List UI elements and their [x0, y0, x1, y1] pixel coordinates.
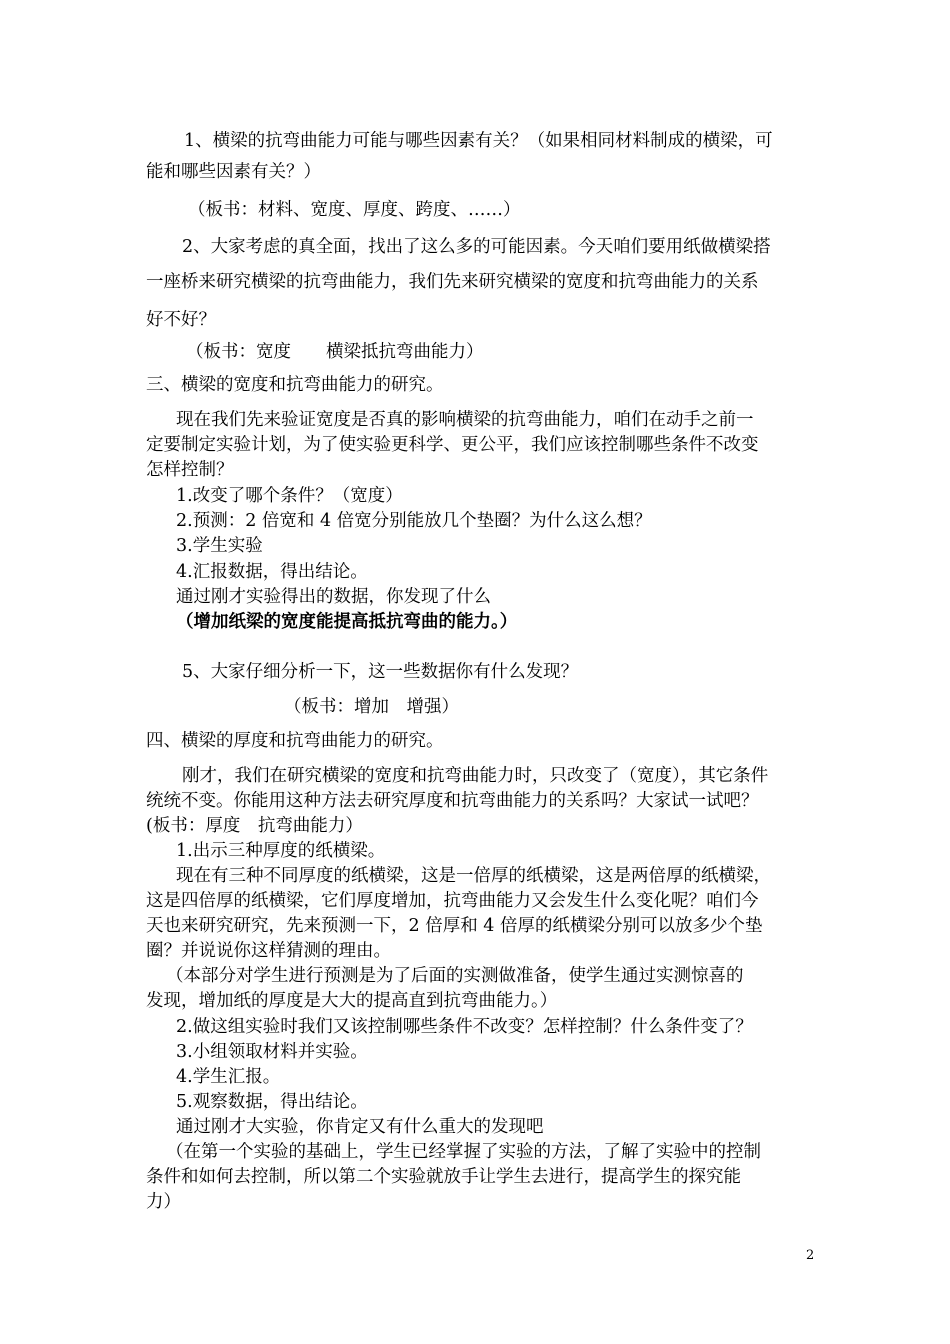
text-line: 统统不变。你能用这种方法去研究厚度和抗弯曲能力的关系吗？大家试一试吧？: [146, 791, 759, 811]
text-line: 现在有三种不同厚度的纸横梁，这是一倍厚的纸横梁，这是两倍厚的纸横梁，: [176, 866, 771, 886]
text-line: 5、大家仔细分析一下，这一些数据你有什么发现？: [182, 662, 579, 682]
list-item: 4.汇报数据，得出结论。: [176, 562, 368, 582]
list-item: 4.学生汇报。: [176, 1067, 281, 1087]
text-line: 圈？并说说你这样猜测的理由。: [146, 941, 391, 961]
page-number: 2: [806, 1248, 815, 1263]
text-line: 发现，增加纸的厚度是大大的提高直到抗弯曲能力。）: [146, 991, 558, 1011]
list-item: 3.学生实验: [176, 536, 263, 556]
text-line: （板书：材料、宽度、厚度、跨度、……）: [188, 200, 521, 220]
list-item: 3.小组领取材料并实验。: [176, 1042, 368, 1062]
text-line: （在第一个实验的基础上，学生已经掌握了实验的方法，了解了实验中的控制: [166, 1142, 761, 1162]
text-line: 能和哪些因素有关？）: [146, 162, 321, 182]
text-line: （板书：增加 增强）: [284, 697, 459, 717]
text-line: 刚才，我们在研究横梁的宽度和抗弯曲能力时，只改变了（宽度），其它条件: [182, 766, 769, 786]
text-line: 条件和如何去控制，所以第二个实验就放手让学生去进行，提高学生的探究能: [146, 1167, 741, 1187]
text-line: 定要制定实验计划，为了使实验更科学、更公平，我们应该控制哪些条件不改变: [146, 435, 759, 455]
text-line: (板书：厚度 抗弯曲能力）: [146, 816, 363, 836]
text-line: 一座桥来研究横梁的抗弯曲能力，我们先来研究横梁的宽度和抗弯曲能力的关系: [146, 272, 759, 292]
list-item: 2.做这组实验时我们又该控制哪些条件不改变？怎样控制？什么条件变了？: [176, 1017, 753, 1037]
text-line: 怎样控制？: [146, 460, 234, 480]
text-line: 通过刚才实验得出的数据，你发现了什么: [176, 587, 491, 607]
list-item: 1.出示三种厚度的纸横梁。: [176, 841, 386, 861]
text-line: 2、大家考虑的真全面，找出了这么多的可能因素。今天咱们要用纸做横梁搭: [182, 237, 771, 257]
conclusion-bold: （增加纸梁的宽度能提高抵抗弯曲的能力。）: [176, 612, 518, 632]
text-line: 1、横梁的抗弯曲能力可能与哪些因素有关？（如果相同材料制成的横梁，可: [184, 131, 773, 151]
text-line: 好不好？: [146, 310, 216, 330]
text-line: 现在我们先来验证宽度是否真的影响横梁的抗弯曲能力，咱们在动手之前一: [176, 410, 754, 430]
list-item: 2.预测：2 倍宽和 4 倍宽分别能放几个垫圈？为什么这么想？: [176, 511, 652, 531]
text-line: 力）: [146, 1192, 181, 1212]
list-item: 1.改变了哪个条件？（宽度）: [176, 486, 403, 506]
section-heading: 四、横梁的厚度和抗弯曲能力的研究。: [146, 731, 444, 751]
text-line: 天也来研究研究，先来预测一下，2 倍厚和 4 倍厚的纸横梁分别可以放多少个垫: [146, 916, 763, 936]
text-line: 这是四倍厚的纸横梁，它们厚度增加，抗弯曲能力又会发生什么变化呢？咱们今: [146, 891, 759, 911]
text-line: （本部分对学生进行预测是为了后面的实测做准备，使学生通过实测惊喜的: [166, 966, 744, 986]
text-line: （板书：宽度 横梁抵抗弯曲能力）: [186, 342, 484, 362]
section-heading: 三、横梁的宽度和抗弯曲能力的研究。: [146, 375, 444, 395]
list-item: 5.观察数据，得出结论。: [176, 1092, 368, 1112]
text-line: 通过刚才大实验，你肯定又有什么重大的发现吧: [176, 1117, 544, 1137]
